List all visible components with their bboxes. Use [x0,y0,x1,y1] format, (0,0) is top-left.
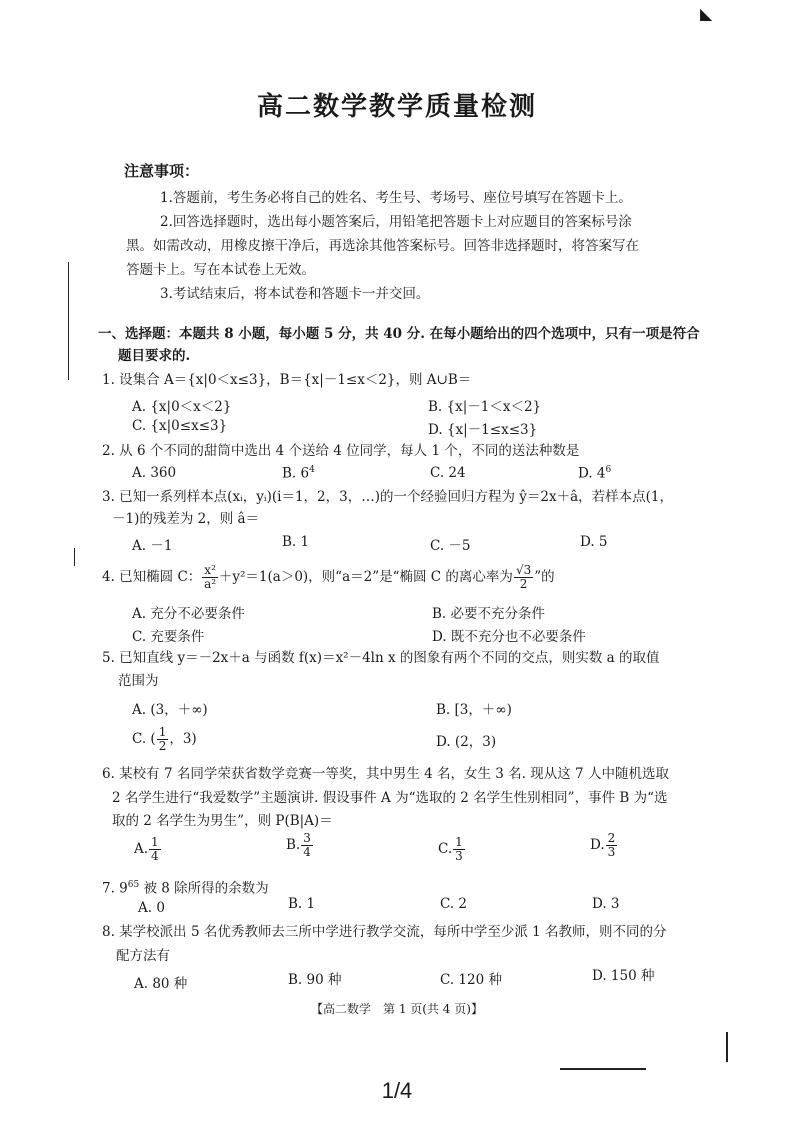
q5-option-c: C. ( $\frac{1}{2}$ ，3) [132,725,197,753]
question-3-stem-cont: －1)的残差为 2，则 â＝ [112,511,260,527]
question-8-stem: 8. 某学校派出 5 名优秀教师去三所中学进行教学交流，每所中学至少派 1 名教师，则不同的分 [102,924,667,940]
notice-line: 1.答题前，考生务必将自己的姓名、考生号、考场号、座位号填写在答题卡上。 [160,190,632,206]
question-8-stem-cont: 配方法有 [116,948,170,964]
page-title: 高二数学教学质量检测 [256,92,537,122]
q1-option-a: A. {x|0＜x＜2} [132,399,232,415]
fraction: $\frac{1}{2}$ [158,725,167,753]
page-footer: 【高二数学 第 1 页(共 4 页)】 [311,1002,483,1016]
corner-mark-icon: ◣ [700,4,713,23]
q1-option-b: B. {x|－1＜x＜2} [428,399,542,415]
page-indicator: 1/4 [381,1078,413,1103]
q8-option-a: A. 80 种 [134,976,188,992]
q7-option-c: C. 2 [440,896,468,912]
q6-option-c: C. $\frac{1}{3}$ [438,835,463,863]
q1-option-c: C. {x|0≤x≤3} [132,418,228,434]
question-1-stem: 1. 设集合 A＝{x|0＜x≤3}，B＝{x|－1≤x＜2}，则 A∪B＝ [102,372,472,388]
q2-option-d: D. $4^6$ [578,465,612,482]
question-3-stem: 3. 已知一系列样本点(xᵢ，yᵢ)(i＝1，2，3，…)的一个经验回归方程为 ŷ＝2x＋â，若样本点(1， [102,489,674,505]
q4-option-d: D. 既不充分也不必要条件 [432,629,586,645]
q1-option-d: D. {x|－1≤x≤3} [428,422,538,438]
q2-option-c: C. 24 [430,465,466,481]
q8-option-d: D. 150 种 [592,968,655,984]
q5-option-d: D. (2，3) [436,734,497,750]
q3-option-a: A. －1 [132,538,173,554]
section-heading: 一、选择题：本题共 8 小题，每小题 5 分，共 40 分. 在每小题给出的四个选项中，只有一项是符合 [98,326,700,342]
question-5-stem: 5. 已知直线 y＝－2x＋a 与函数 f(x)＝x²－4ln x 的图象有两个不同的交点，则实数 a 的取值 [102,650,660,666]
question-7-stem: 7. $9^{65}$ 被 8 除所得的余数为 [102,880,269,897]
fraction: $\frac{\text{x²}}{\text{a²}}$ [204,563,217,591]
question-2-stem: 2. 从 6 个不同的甜筒中选出 4 个送给 4 位同学，每人 1 个，不同的送法种数是 [102,443,580,459]
fraction: $\frac{2}{3}$ [607,831,616,859]
question-6-stem: 6. 某校有 7 名同学荣获省数学竞赛一等奖，其中男生 4 名，女生 3 名. 现从这 7 人中随机选取 [102,766,669,782]
scan-mark-right [726,1032,728,1062]
notice-line: 答题卡上。写在本试卷上无效。 [126,262,315,278]
scan-underline [560,1068,646,1070]
scan-mark-left [74,548,75,566]
fraction: $\frac{1}{3}$ [455,835,463,863]
q6-option-a: A. $\frac{1}{4}$ [134,835,159,863]
q6-option-d: D. $\frac{2}{3}$ [590,831,616,859]
section-heading-cont: 题目要求的. [118,348,191,364]
q4-option-b: B. 必要不充分条件 [432,606,546,622]
q8-option-c: C. 120 种 [440,972,502,988]
question-6-stem-cont: 取的 2 名学生为男生”，则 P(B|A)＝ [112,813,333,829]
q7-option-d: D. 3 [592,896,620,912]
q7-option-b: B. 1 [288,896,316,912]
q7-option-a: A. 0 [138,900,165,916]
q8-option-b: B. 90 种 [288,972,342,988]
q4-option-c: C. 充要条件 [132,629,205,645]
fraction: $\frac{√3}{2}$ [515,563,532,591]
q3-option-d: D. 5 [580,534,608,550]
q4-option-a: A. 充分不必要条件 [132,606,245,622]
notice-line: 2.回答选择题时，选出每小题答案后，用铅笔把答题卡上对应题目的答案标号涂 [160,214,632,230]
q2-option-b: B. $6^4$ [282,465,315,482]
scan-line-left [68,262,69,380]
fraction: $\frac{1}{4}$ [151,835,159,863]
notice-line: 黑。如需改动，用橡皮擦干净后，再选涂其他答案标号。回答非选择题时，将答案写在 [126,238,639,254]
notice-line: 3.考试结束后，将本试卷和答题卡一并交回。 [160,286,430,302]
question-5-stem-cont: 范围为 [118,673,159,689]
question-4-stem: 4. 已知椭圆 C： $\frac{\text{x²}}{\text{a²}}$ ＋y²＝1(a＞0)，则“a＝2”是“椭圆 C 的离心率为 $\frac{√3}{2}$ ”的 [102,563,555,591]
notice-heading: 注意事项： [124,162,200,180]
q3-option-b: B. 1 [282,534,310,550]
q5-option-a: A. (3，＋∞) [132,702,208,718]
question-6-stem-cont: 2 名学生进行“我爱数学”主题演讲. 假设事件 A 为“选取的 2 名学生性别相同”，事件 B 为“选 [112,790,668,806]
q3-option-c: C. －5 [430,538,471,554]
q6-option-b: B. $\frac{3}{4}$ [286,831,311,859]
q2-option-a: A. 360 [132,465,177,481]
q5-option-b: B. [3，＋∞) [436,702,512,718]
fraction: $\frac{3}{4}$ [303,831,311,859]
